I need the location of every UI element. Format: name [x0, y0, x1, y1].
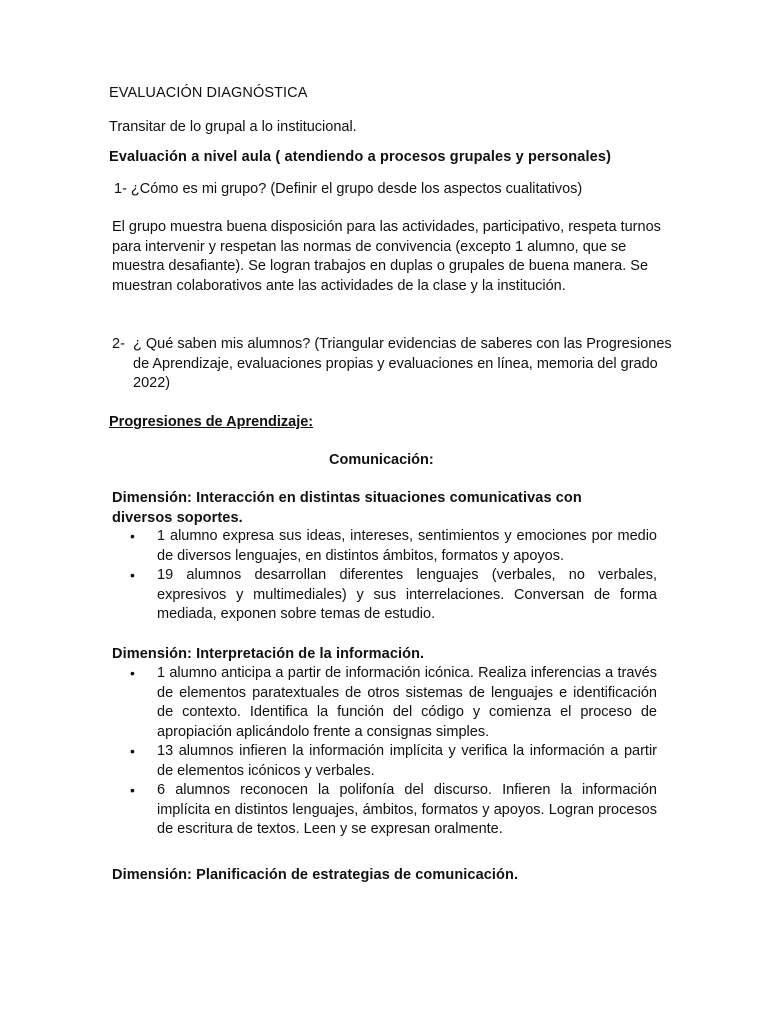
list-item — [112, 742, 657, 781]
bullet-icon: • — [130, 782, 135, 798]
dimension-heading: Dimensión: Planificación de estrategias de comunicación. — [112, 867, 519, 883]
list-item — [112, 566, 657, 625]
question-1: 1- ¿Cómo es mi grupo? (Definir el grupo desde los aspectos cualitativos) — [114, 181, 583, 197]
bullet-icon: • — [130, 528, 135, 544]
document-title: EVALUACIÓN DIAGNÓSTICA — [109, 85, 308, 101]
evaluation-level-heading: Evaluación a nivel aula ( atendiendo a procesos grupales y personales) — [109, 149, 612, 165]
question-2-number: 2- — [112, 336, 125, 352]
list-item-text: 1 alumno anticipa a partir de información icónica. Realiza inferencias a través de elementos paratextuales de otros sistemas de lenguajes e identificación de contexto. Identifica la función del código y comienza el proceso de apropiación aplicándolo frente a consignas simples. — [157, 665, 657, 740]
progresiones-heading: Progresiones de Aprendizaje: — [109, 414, 314, 430]
group-description-paragraph: El grupo muestra buena disposición para las actividades, participativo, respeta turnos para intervenir y respetan las normas de convivencia (excepto 1 alumno, que se muestra desafiante). Se logran trabajos en duplas o grupales de buena manera. Se muestran colaborativos ante las actividades de la clase y la institución. — [112, 219, 661, 294]
dimension-bullet-list — [112, 664, 657, 840]
question-2-text: ¿ Qué saben mis alumnos? (Triangular evidencias de saberes con las Progresiones de Aprendizaje, evaluaciones propias y evaluaciones en línea, memoria del grado 2022) — [133, 336, 672, 391]
dimension-heading: Dimensión: Interacción en distintas situaciones comunicativas con diversos soportes. — [112, 490, 582, 526]
list-item — [112, 781, 657, 840]
question-2 — [112, 335, 672, 394]
list-item-text: 6 alumnos reconocen la polifonía del discurso. Infieren la información implícita en distintos lenguajes, ámbitos, formatos y apoyos. Logran procesos de escritura de textos. Leen y se expresan oralmente. — [157, 782, 657, 837]
list-item-text: 13 alumnos infieren la información implícita y verifica la información a partir de elementos icónicos y verbales. — [157, 743, 657, 779]
list-item-text: 19 alumnos desarrollan diferentes lenguajes (verbales, no verbales, expresivos y multimediales) y sus interrelaciones. Conversan de forma mediada, exponen sobre temas de estudio. — [157, 567, 657, 622]
bullet-icon: • — [130, 665, 135, 681]
document-subtitle: Transitar de lo grupal a lo institucional. — [109, 119, 357, 135]
list-item — [112, 527, 657, 566]
list-item — [112, 664, 657, 742]
bullet-icon: • — [130, 567, 135, 583]
list-item-text: 1 alumno expresa sus ideas, intereses, sentimientos y emociones por medio de diversos lenguajes, en distintos ámbitos, formatos y apoyos. — [157, 528, 657, 564]
bullet-icon: • — [130, 743, 135, 759]
area-heading: Comunicación: — [329, 452, 434, 468]
dimension-bullet-list — [112, 527, 657, 625]
dimension-heading: Dimensión: Interpretación de la información. — [112, 646, 425, 662]
